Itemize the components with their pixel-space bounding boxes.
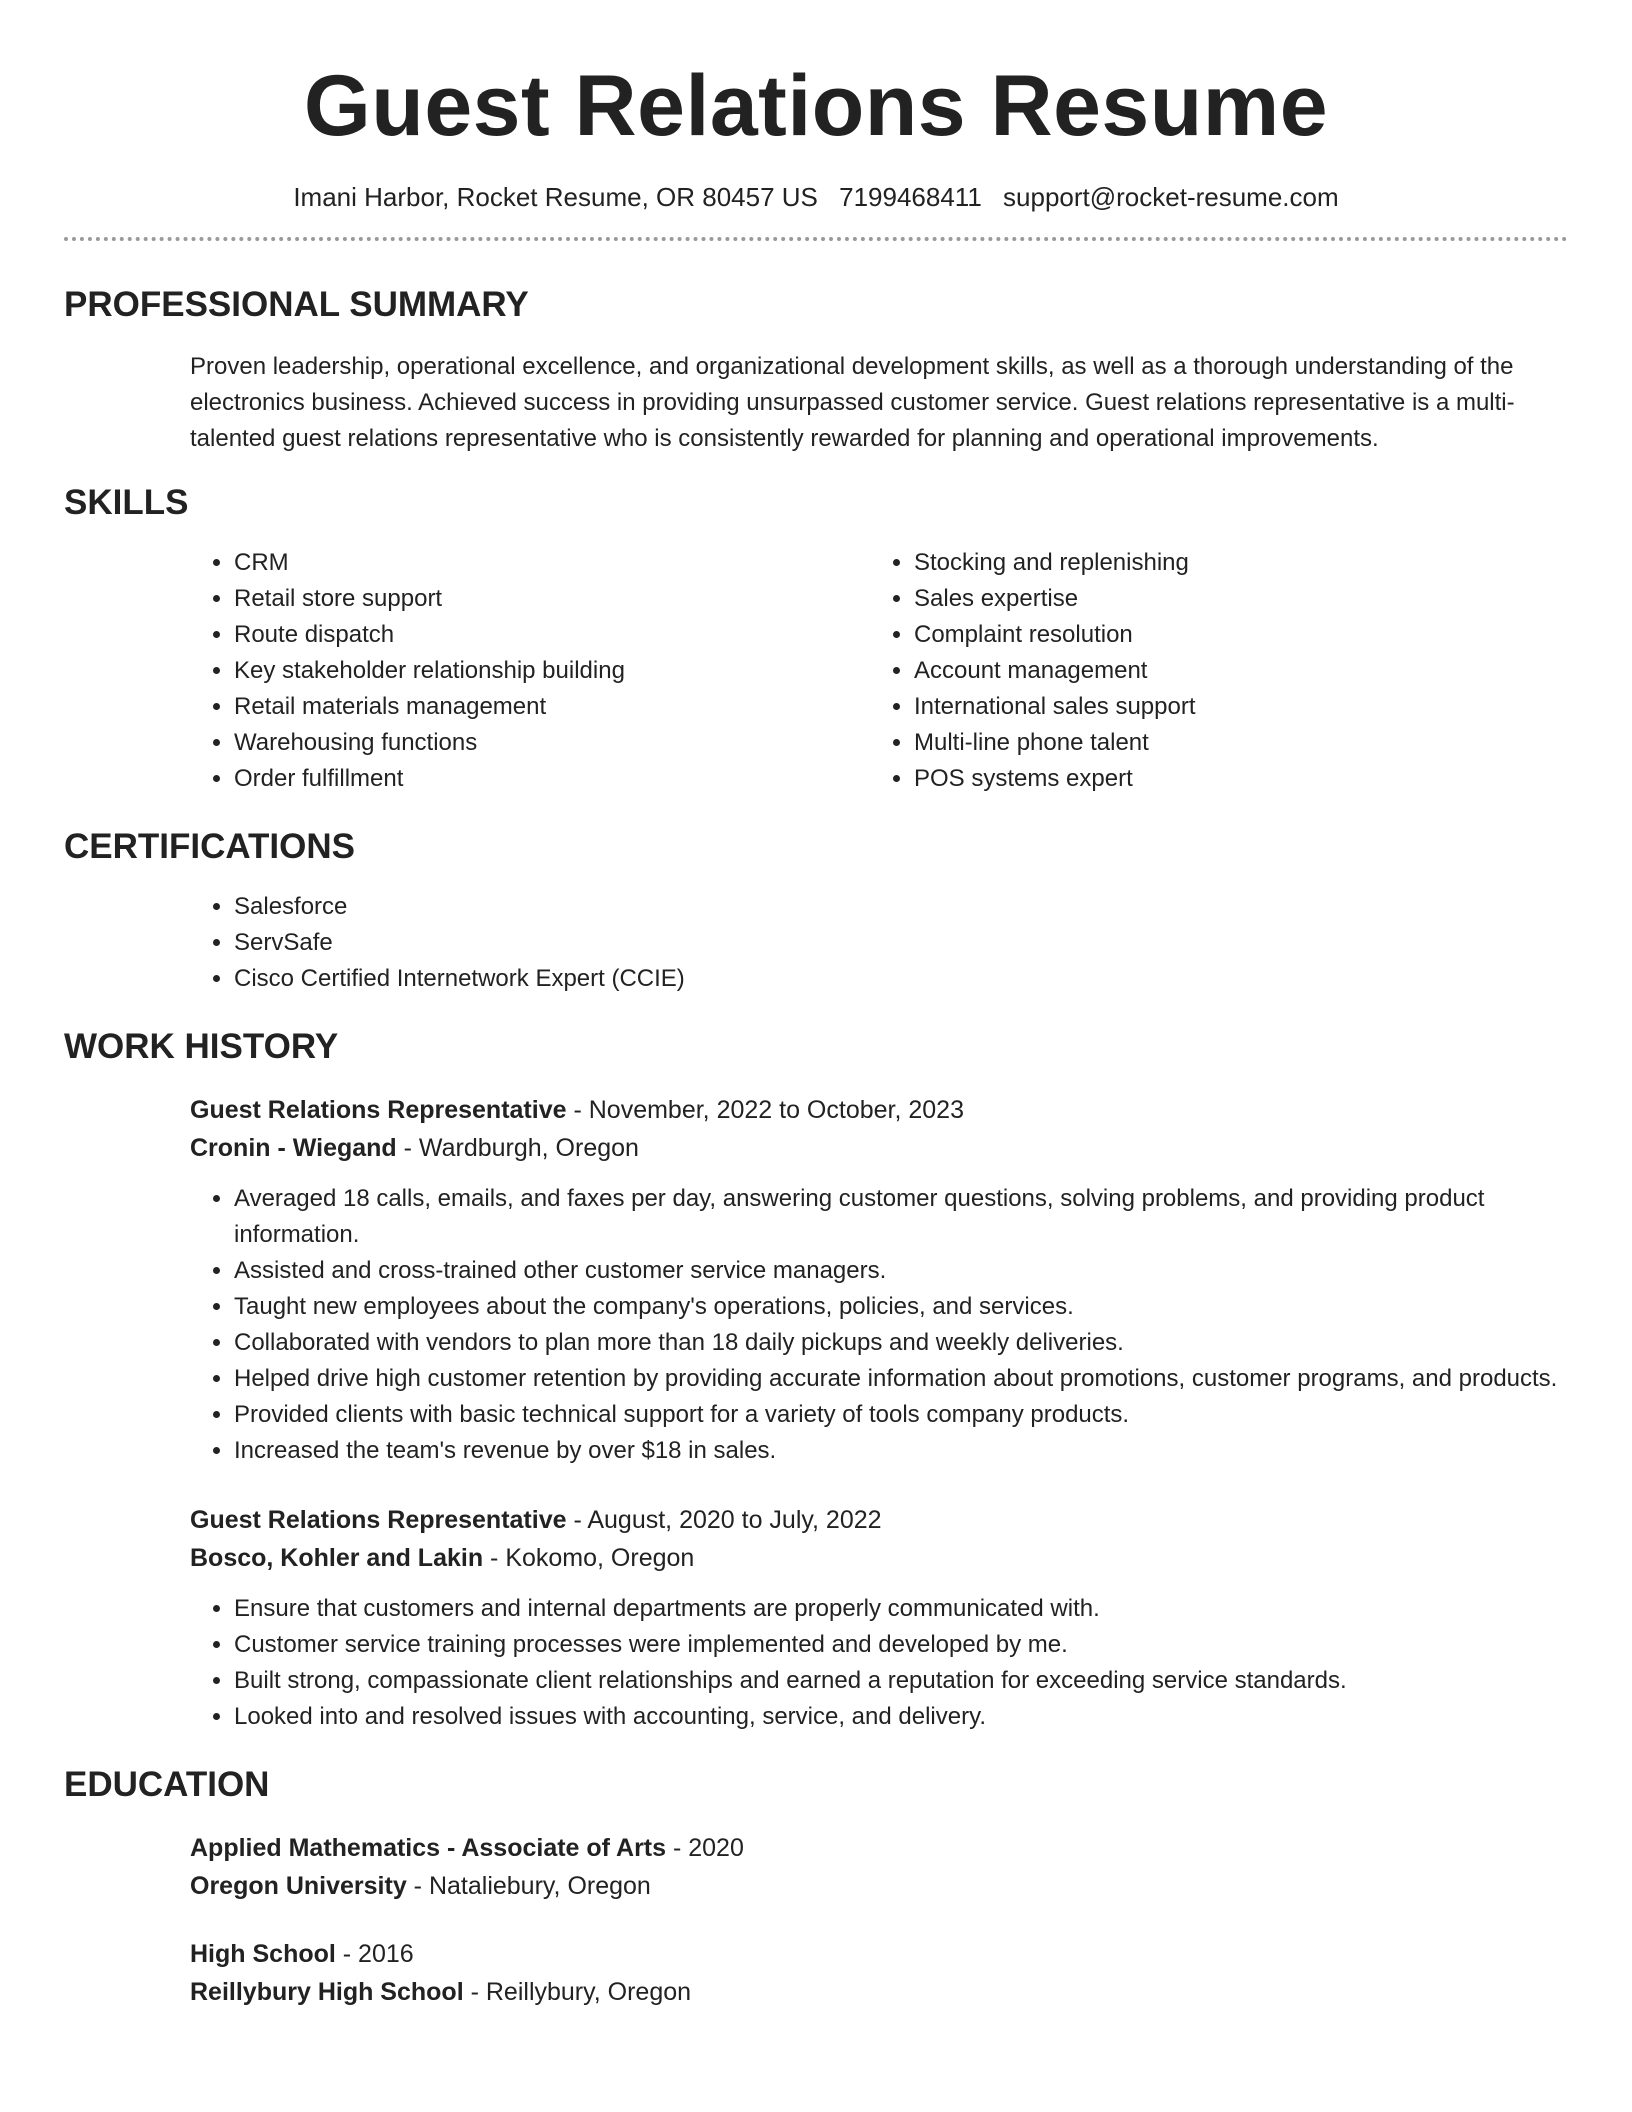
job-bullet: • Provided clients with basic technical support for a variety of tools company products.	[234, 1397, 1568, 1433]
work-history-body	[64, 1091, 1568, 1735]
certifications-body	[64, 889, 1568, 997]
skill-item: • Retail materials management	[234, 689, 870, 725]
resume-title: Guest Relations Resume	[303, 58, 1329, 154]
skill-item: • Complaint resolution	[914, 617, 1568, 653]
skill-item: • Warehousing functions	[234, 725, 870, 761]
job-bullet: • Assisted and cross-trained other customer service managers.	[234, 1253, 1568, 1289]
job-bullet: • Helped drive high customer retention by providing accurate information about promotions, customer programs, and products.	[234, 1361, 1568, 1397]
certifications-heading: CERTIFICATIONS	[64, 827, 356, 866]
education-school-line	[190, 1867, 1568, 1905]
job-entry	[190, 1501, 1568, 1735]
education-entry	[190, 1829, 1568, 1905]
certifications-list	[190, 889, 1568, 997]
skills-heading: SKILLS	[64, 483, 189, 522]
job-company-line	[190, 1539, 1568, 1577]
job-bullets	[190, 1591, 1568, 1735]
job-entry	[190, 1091, 1568, 1469]
skills-list-left	[190, 545, 870, 797]
summary-body	[64, 349, 1568, 457]
job-title-line	[190, 1091, 1568, 1129]
skill-item: • Route dispatch	[234, 617, 870, 653]
education-degree: Applied Mathematics - Associate of Arts	[190, 1834, 667, 1862]
skills-body	[64, 545, 1568, 797]
summary-heading: PROFESSIONAL SUMMARY	[64, 285, 529, 324]
education-section	[64, 1765, 1568, 2011]
job-bullet: • Ensure that customers and internal departments are properly communicated with.	[234, 1591, 1568, 1627]
job-title-line	[190, 1501, 1568, 1539]
education-year: - 2020	[666, 1834, 744, 1862]
job-dates: - August, 2020 to July, 2022	[566, 1506, 882, 1534]
job-dates: - November, 2022 to October, 2023	[566, 1096, 964, 1124]
summary-text: Proven leadership, operational excellence, and organizational development skills, as well as a thorough understanding of the electronics business. Achieved success in providing unsurpassed customer service. Guest relations representative is a multi-talented guest relations representative who is consistently rewarded for planning and operational improvements.	[190, 353, 1515, 452]
skill-item: • CRM	[234, 545, 870, 581]
work-history-section	[64, 1027, 1568, 1735]
skills-list-right	[870, 545, 1568, 797]
job-bullet: • Looked into and resolved issues with accounting, service, and delivery.	[234, 1699, 1568, 1735]
job-location: - Kokomo, Oregon	[483, 1544, 695, 1572]
job-bullet: • Built strong, compassionate client relationships and earned a reputation for exceeding service standards.	[234, 1663, 1568, 1699]
skills-grid	[190, 545, 1568, 797]
certification-item: • Salesforce	[234, 889, 1568, 925]
job-bullet: • Collaborated with vendors to plan more than 18 daily pickups and weekly deliveries.	[234, 1325, 1568, 1361]
skill-item: • Order fulfillment	[234, 761, 870, 797]
skill-item: • Retail store support	[234, 581, 870, 617]
skill-item: • Account management	[914, 653, 1568, 689]
contact-address: Imani Harbor, Rocket Resume, OR 80457 US	[293, 182, 818, 212]
education-year: - 2016	[335, 1940, 414, 1968]
job-bullet: • Increased the team's revenue by over $18 in sales.	[234, 1433, 1568, 1469]
education-location: - Reillybury, Oregon	[463, 1978, 692, 2006]
job-title: Guest Relations Representative	[190, 1506, 567, 1534]
work-history-heading: WORK HISTORY	[64, 1027, 339, 1066]
job-bullet: • Averaged 18 calls, emails, and faxes per day, answering customer questions, solving problems, and providing product information.	[234, 1181, 1568, 1253]
job-bullet: • Customer service training processes were implemented and developed by me.	[234, 1627, 1568, 1663]
skill-item: • POS systems expert	[914, 761, 1568, 797]
certification-item: • Cisco Certified Internetwork Expert (CCIE)	[234, 961, 1568, 997]
job-bullet: • Taught new employees about the company's operations, policies, and services.	[234, 1289, 1568, 1325]
education-entry	[190, 1935, 1568, 2011]
job-location: - Wardburgh, Oregon	[396, 1134, 639, 1162]
job-title: Guest Relations Representative	[190, 1096, 567, 1124]
skill-item: • Key stakeholder relationship building	[234, 653, 870, 689]
job-bullets	[190, 1181, 1568, 1469]
summary-section	[64, 285, 1568, 457]
job-company: Bosco, Kohler and Lakin	[190, 1544, 484, 1572]
job-company: Cronin - Wiegand	[190, 1134, 397, 1162]
header-divider	[64, 237, 1568, 241]
certification-item: • ServSafe	[234, 925, 1568, 961]
job-company-line	[190, 1129, 1568, 1167]
skill-item: • Multi-line phone talent	[914, 725, 1568, 761]
contact-phone: 7199468411	[839, 182, 982, 212]
education-school: Oregon University	[190, 1872, 407, 1900]
skills-section	[64, 483, 1568, 797]
skill-item: • Sales expertise	[914, 581, 1568, 617]
education-degree: High School	[190, 1940, 336, 1968]
education-location: - Nataliebury, Oregon	[406, 1872, 651, 1900]
skill-item: • International sales support	[914, 689, 1568, 725]
education-school-line	[190, 1973, 1568, 2011]
contact-email: support@rocket-resume.com	[1003, 182, 1339, 212]
education-body	[64, 1829, 1568, 2011]
education-degree-line	[190, 1935, 1568, 1973]
skill-item: • Stocking and replenishing	[914, 545, 1568, 581]
contact-line	[64, 181, 1568, 213]
certifications-section	[64, 827, 1568, 997]
education-school: Reillybury High School	[190, 1978, 464, 2006]
education-heading: EDUCATION	[64, 1765, 270, 1804]
education-degree-line	[190, 1829, 1568, 1867]
